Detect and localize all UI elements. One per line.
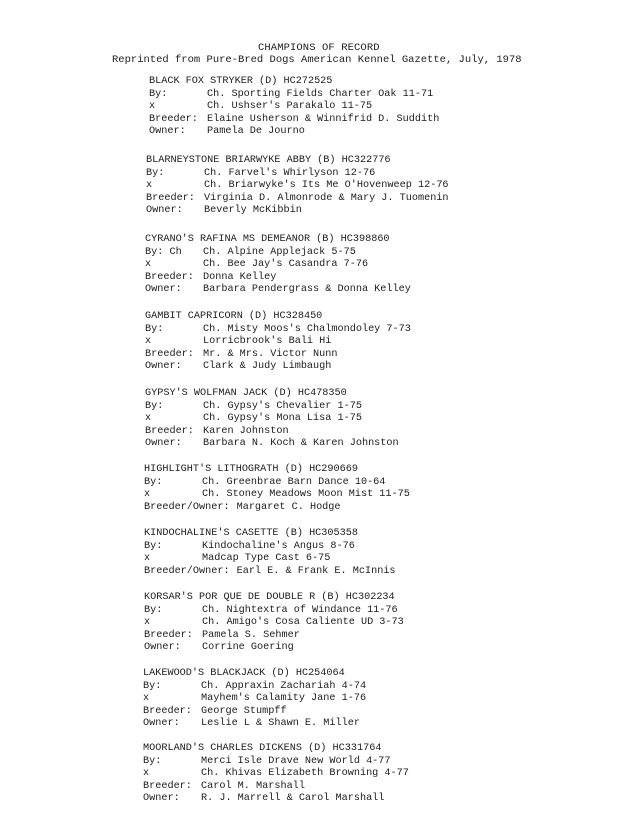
champion-record (144, 592, 624, 655)
row-label: Breeder/Owner: (144, 501, 230, 513)
record-row (145, 324, 625, 337)
row-value: Ch. Ushser's Parakalo 11-75 (207, 101, 373, 113)
row-label: x (146, 180, 153, 192)
row-label: x (143, 768, 150, 780)
row-value: Ch. Farvel's Whirlyson 12-76 (204, 167, 376, 179)
row-value: Ch. Sporting Fields Charter Oak 11-71 (207, 88, 434, 100)
champion-record (149, 76, 629, 139)
row-value: Pamela S. Sehmer (202, 629, 300, 641)
record-row (143, 706, 623, 719)
row-label: Breeder: (146, 192, 195, 204)
row-value: Margaret C. Hodge (236, 501, 341, 513)
row-value: Ch. Alpine Applejack 5-75 (203, 246, 356, 258)
row-value: Elaine Usherson & Winnifrid D. Suddith (207, 113, 440, 125)
record-row (146, 168, 626, 181)
dog-name: HIGHLIGHT'S LITHOGRATH (D) HC290669 (144, 464, 358, 475)
champion-record (145, 388, 625, 451)
row-label: By: (149, 88, 168, 100)
row-value: Ch. Misty Moos's Chalmondoley 7-73 (203, 323, 411, 335)
record-row (146, 205, 626, 218)
row-value: Ch. Briarwyke's Its Me O'Hovenweep 12-76 (204, 180, 449, 192)
dog-name: BLARNEYSTONE BRIARWYKE ABBY (B) HC322776 (146, 155, 391, 166)
dog-name: BLACK FOX STRYKER (D) HC272525 (149, 76, 333, 87)
row-value: Ch. Gypsy's Mona Lisa 1-75 (203, 413, 362, 425)
row-label: Breeder: (145, 271, 194, 283)
row-label: By: (146, 167, 165, 179)
row-value: Clark & Judy Limbaugh (203, 361, 332, 373)
row-value: Ch. Appraxin Zachariah 4-74 (201, 680, 367, 692)
row-value: Ch. Gypsy's Chevalier 1-75 (203, 400, 362, 412)
row-value: Ch. Stoney Meadows Moon Mist 11-75 (202, 489, 410, 501)
row-label: Owner: (143, 718, 180, 730)
document-title: CHAMPIONS OF RECORD (258, 42, 380, 54)
row-label: x (144, 617, 151, 629)
record-row (144, 566, 624, 579)
row-value: Ch. Amigo's Cosa Caliente UD 3-73 (202, 617, 404, 629)
record-row (144, 489, 624, 502)
row-label: By: (144, 476, 163, 488)
row-label: Breeder: (143, 705, 192, 717)
row-label: By: (143, 680, 162, 692)
row-label: By: (144, 540, 163, 552)
record-row (149, 126, 629, 139)
record-row (145, 349, 625, 362)
record-row (143, 781, 623, 794)
champion-record (143, 743, 623, 806)
row-value: Merci Isle Drave New World 4-77 (201, 755, 391, 767)
record-row (145, 413, 625, 426)
row-label: Owner: (143, 793, 180, 805)
row-value: Ch. Greenbrae Barn Dance 10-64 (202, 476, 386, 488)
row-value: Mayhem's Calamity Jane 1-76 (201, 693, 367, 705)
record-row (145, 426, 625, 439)
record-row (145, 361, 625, 374)
row-value: Earl E. & Frank E. McInnis (236, 565, 396, 577)
row-value: Corrine Goering (202, 642, 294, 654)
row-label: Breeder: (144, 629, 193, 641)
row-label: Owner: (146, 205, 183, 217)
row-label: Breeder: (145, 348, 194, 360)
record-row (143, 693, 623, 706)
dog-name: GYPSY'S WOLFMAN JACK (D) HC478350 (145, 388, 347, 399)
record-row (145, 272, 625, 285)
record-row (144, 502, 624, 515)
record-row (145, 259, 625, 272)
row-value: Karen Johnston (203, 425, 289, 437)
row-value: Virginia D. Almonrode & Mary J. Tuomenin (204, 192, 449, 204)
row-value: Beverly McKibbin (204, 205, 302, 217)
record-row (144, 605, 624, 618)
dog-name: CYRANO'S RAFINA MS DEMEANOR (B) HC398860 (145, 234, 390, 245)
row-label: By: Ch (145, 246, 182, 258)
row-label: By: (143, 755, 162, 767)
row-label: By: (145, 323, 164, 335)
record-row (143, 756, 623, 769)
row-label: Owner: (144, 642, 181, 654)
champion-record (146, 155, 626, 218)
row-label: x (145, 413, 152, 425)
record-row (144, 477, 624, 490)
record-row (144, 630, 624, 643)
record-row (145, 247, 625, 260)
row-value: George Stumpff (201, 705, 287, 717)
record-row (146, 193, 626, 206)
record-row (144, 553, 624, 566)
row-value: Donna Kelley (203, 271, 277, 283)
row-value: Mr. & Mrs. Victor Nunn (203, 348, 338, 360)
record-row (143, 718, 623, 731)
champion-record (143, 668, 623, 731)
record-row (145, 336, 625, 349)
row-value: Madcap Type Cast 6-75 (202, 553, 331, 565)
row-label: Owner: (145, 284, 182, 296)
champion-record (144, 528, 624, 578)
row-value: Ch. Khivas Elizabeth Browning 4-77 (201, 768, 409, 780)
dog-name: GAMBIT CAPRICORN (D) HC328450 (145, 311, 323, 322)
row-label: Owner: (145, 361, 182, 373)
row-label: Breeder: (149, 113, 198, 125)
document-subtitle: Reprinted from Pure-Bred Dogs American Kennel Gazette, July, 1978 (112, 54, 522, 66)
record-row (144, 642, 624, 655)
champion-record (145, 234, 625, 297)
dog-name: KINDOCHALINE'S CASETTE (B) HC305358 (144, 528, 358, 539)
row-label: Breeder/Owner: (144, 565, 230, 577)
row-value: R. J. Marrell & Carol Marshall (201, 793, 385, 805)
row-value: Barbara N. Koch & Karen Johnston (203, 438, 399, 450)
row-value: Ch. Nightextra of Windance 11-76 (202, 604, 398, 616)
record-row (143, 681, 623, 694)
row-label: x (145, 259, 152, 271)
row-label: Breeder: (143, 780, 192, 792)
record-row (149, 101, 629, 114)
row-value: Pamela De Journo (207, 126, 305, 138)
record-row (149, 114, 629, 127)
row-label: Owner: (149, 126, 186, 138)
row-value: Ch. Bee Jay's Casandra 7-76 (203, 259, 369, 271)
row-label: By: (144, 604, 163, 616)
row-label: By: (145, 400, 164, 412)
record-row (145, 284, 625, 297)
record-row (144, 541, 624, 554)
row-label: x (145, 336, 152, 348)
row-value: Kindochaline's Angus 8-76 (202, 540, 355, 552)
champion-record (145, 311, 625, 374)
record-row (143, 793, 623, 806)
row-label: Breeder: (145, 425, 194, 437)
record-row (146, 180, 626, 193)
dog-name: LAKEWOOD'S BLACKJACK (D) HC254064 (143, 668, 345, 679)
dog-name: KORSAR'S POR QUE DE DOUBLE R (B) HC302234 (144, 592, 395, 603)
dog-name: MOORLAND'S CHARLES DICKENS (D) HC331764 (143, 743, 382, 754)
row-value: Lorricbrook's Bali Hi (203, 336, 332, 348)
row-value: Barbara Pendergrass & Donna Kelley (203, 284, 411, 296)
record-row (145, 401, 625, 414)
row-label: x (149, 101, 156, 113)
record-row (149, 89, 629, 102)
row-label: x (144, 489, 151, 501)
row-label: x (144, 553, 151, 565)
row-label: x (143, 693, 150, 705)
row-value: Carol M. Marshall (201, 780, 305, 792)
record-row (145, 438, 625, 451)
record-row (143, 768, 623, 781)
row-label: Owner: (145, 438, 182, 450)
record-row (144, 617, 624, 630)
champion-record (144, 464, 624, 514)
row-value: Leslie L & Shawn E. Miller (201, 718, 360, 730)
